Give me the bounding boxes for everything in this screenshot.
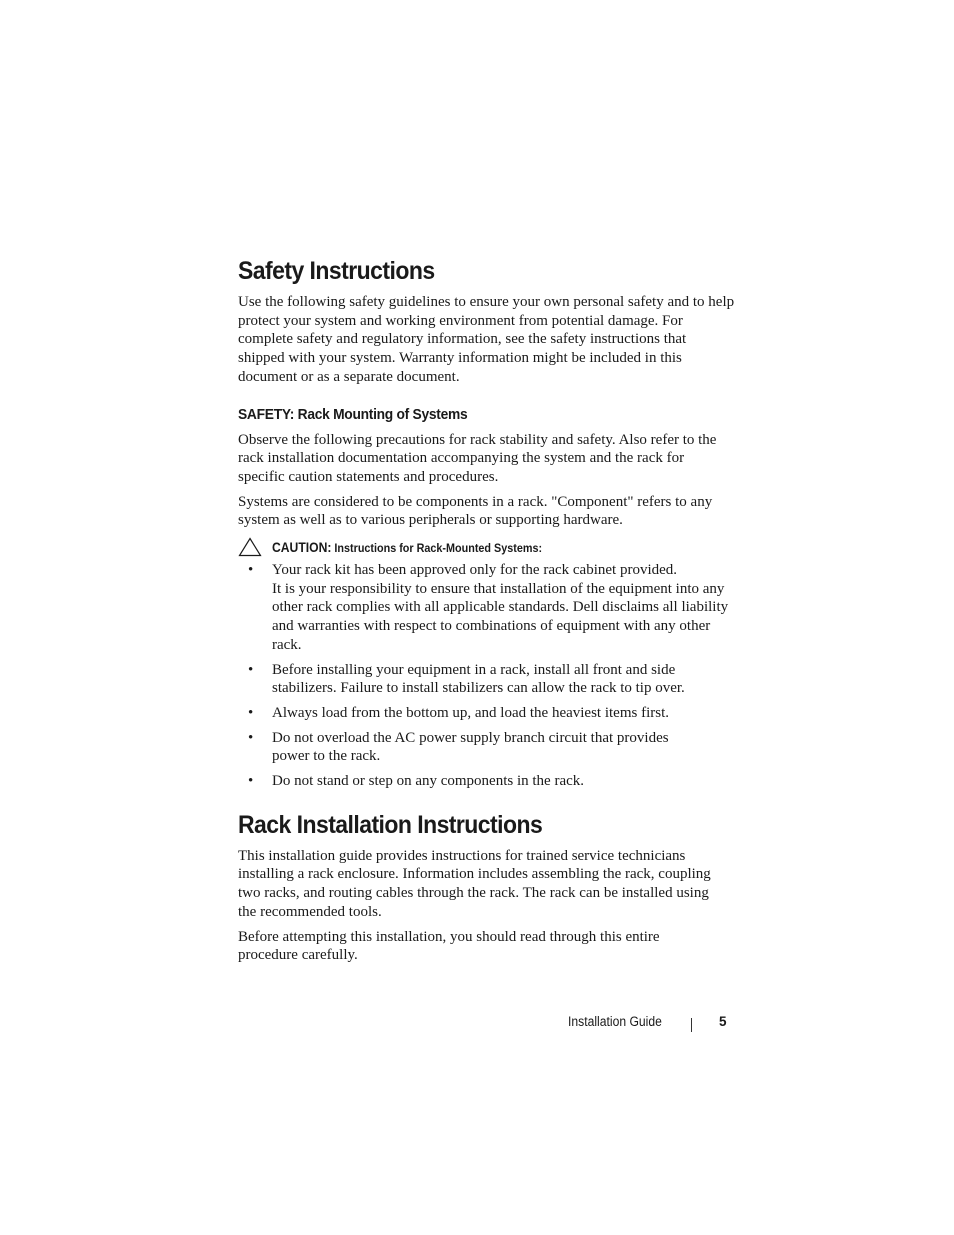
rack-mount-heading: SAFETY: Rack Mounting of Systems [238,405,468,423]
list-item [238,729,708,766]
safety-intro: Use the following safety guidelines to ensure your own personal safety and to help protect your system and working environment from potential damage. For complete safety and regulatory information, see the safety instructions that shipped with your system. Warranty information might be included in this document or as a separate document. [238,294,735,385]
rack-install-para-1: This installation guide provides instructions for trained service technicians installing a rack enclosure. Information includes assembling the rack, coupling two racks, and routing cables through the rack. The rack can be installed using the recommended tools. [238,847,711,920]
safety-heading: Safety Instructions [238,257,435,285]
caution-notice [238,536,738,558]
footer-divider [691,1018,692,1032]
bullet-marker: • [248,562,254,579]
rack-install-heading: Rack Installation Instructions [238,810,543,839]
bullet-marker: • [248,704,254,721]
list-item-text: Do not overload the AC power supply branch circuit that provides power to the rack. [272,729,669,765]
list-item-text-continued: It is your responsibility to ensure that installation of the equipment into any other rack complies with all applicable standards. Dell disclaims all liability and warranties with respect to combinations of equipment with any other rack. [272,580,729,653]
list-item-text: Your rack kit has been approved only for the rack cabinet provided. [272,562,678,579]
list-item-text: Before installing your equipment in a rack, install all front and side stabilizers. Failure to install stabilizers can allow the rack to tip over. [272,661,685,697]
caution-list [238,561,738,791]
page-content [238,254,738,965]
list-item-text: Do not stand or step on any components in the rack. [272,773,585,790]
rack-mount-para-2: Systems are considered to be components in a rack. "Component" refers to any system as well as to various peripherals or supporting hardware. [238,493,713,529]
caution-text [272,540,542,555]
caution-triangle-icon [238,537,262,557]
caution-description: Instructions for Rack-Mounted Systems: [334,540,543,555]
caution-label: CAUTION: [272,539,332,555]
rack-install-para-2: Before attempting this installation, you should read through this entire procedure carefully. [238,928,660,964]
list-item [238,704,730,723]
list-item [238,561,730,655]
bullet-marker: • [248,661,254,678]
page-footer [568,1014,738,1034]
list-item [238,661,708,698]
page-number: 5 [719,1014,727,1029]
bullet-marker: • [248,773,254,790]
footer-title: Installation Guide [568,1014,662,1029]
list-item-text: Always load from the bottom up, and load the heaviest items first. [272,704,670,721]
list-item [238,772,730,791]
rack-mount-para-1: Observe the following precautions for rack stability and safety. Also refer to the rack installation documentation accompanying the system and the rack for specific caution statements and procedures. [238,431,717,485]
bullet-marker: • [248,729,254,746]
